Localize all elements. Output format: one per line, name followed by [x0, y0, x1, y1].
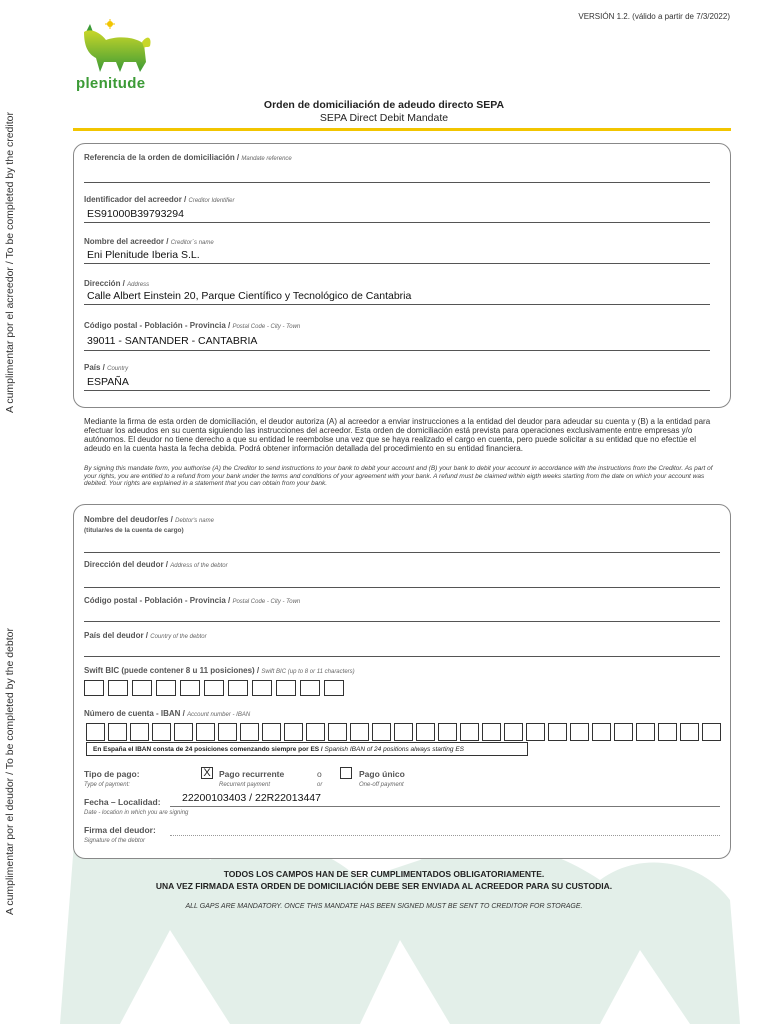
- swift-cell[interactable]: [252, 680, 272, 696]
- mandate-text-es: Mediante la firma de esta orden de domiciliación, el deudor autoriza (A) al acreedor a enviar instrucciones a la entidad del deudor para adeudar su cuenta y (B) a la entidad para efectuar los adeudos en su cuenta siguiendo las instrucciones del acreedor. Esta orden de domiciliación está prevista para operaciones exclusivamente entre empresas y/o autónomos. El deudor no tiene derecho a que su entidad le reembolse una vez que se haya realizado el cargo en cuenta, pero puede solicitar a su entidad que no efectúe el adeudo en la cuenta hasta la fecha debida. Podrá obtener información detallada del procedimiento en su entidad financiera.: [84, 417, 711, 453]
- iban-cell[interactable]: [152, 723, 171, 741]
- debtor-country-label: País del deudor / Country of the debtor: [84, 631, 207, 640]
- oneoff-payment-label-en: One-off payment: [359, 782, 404, 788]
- reference-label: Referencia de la orden de domiciliación / Mandate reference: [84, 153, 292, 162]
- iban-cell[interactable]: [394, 723, 413, 741]
- swift-bic-cells[interactable]: [84, 680, 348, 696]
- creditor-country-underline: [84, 390, 710, 391]
- iban-cell[interactable]: [702, 723, 721, 741]
- date-location-label: Fecha – Localidad:: [84, 797, 161, 807]
- iban-cell[interactable]: [526, 723, 545, 741]
- iban-cell[interactable]: [108, 723, 127, 741]
- iban-cell[interactable]: [328, 723, 347, 741]
- iban-cell[interactable]: [614, 723, 633, 741]
- swift-cell[interactable]: [276, 680, 296, 696]
- debtor-postal-field[interactable]: [84, 621, 720, 622]
- iban-cell[interactable]: [460, 723, 479, 741]
- reference-underline: [84, 182, 710, 183]
- payment-type-label: Tipo de pago:: [84, 769, 140, 779]
- swift-cell[interactable]: [204, 680, 224, 696]
- debtor-postal-label: Código postal - Población - Provincia / Postal Code - City - Town: [84, 596, 301, 605]
- creditor-postal-label: Código postal - Población - Provincia / Postal Code - City - Town: [84, 321, 301, 330]
- iban-cell[interactable]: [548, 723, 567, 741]
- creditor-country-label: País / Country: [84, 363, 129, 372]
- creditor-country-field[interactable]: ESPAÑA: [87, 376, 129, 388]
- creditor-postal-field[interactable]: 39011 - SANTANDER - CANTABRIA: [87, 335, 258, 347]
- creditor-address-underline: [84, 304, 710, 305]
- debtor-country-field[interactable]: [84, 656, 720, 657]
- iban-cell[interactable]: [306, 723, 325, 741]
- signature-field[interactable]: [170, 835, 720, 836]
- logo-text: plenitude: [76, 75, 146, 92]
- checkbox-checked-icon[interactable]: X: [201, 767, 213, 779]
- page-subtitle: SEPA Direct Debit Mandate: [319, 112, 449, 124]
- iban-cell[interactable]: [636, 723, 655, 741]
- iban-label: Número de cuenta - IBAN / Account number - IBAN: [84, 709, 251, 718]
- iban-cell[interactable]: [416, 723, 435, 741]
- side-label-debtor: A cumplimentar por el deudor / To be completed by the debtor: [4, 628, 16, 915]
- payment-type-label-en: Type of payment:: [84, 782, 130, 788]
- oneoff-payment-label: Pago único: [359, 769, 405, 779]
- debtor-address-field[interactable]: [84, 587, 720, 588]
- creditor-postal-underline: [84, 350, 710, 351]
- iban-cell[interactable]: [240, 723, 259, 741]
- swift-cell[interactable]: [84, 680, 104, 696]
- debtor-name-label: Nombre del deudor/es / Debtor's name: [84, 515, 214, 524]
- iban-cell[interactable]: [372, 723, 391, 741]
- creditor-name-underline: [84, 263, 710, 264]
- date-location-underline: [170, 806, 720, 807]
- creditor-address-field[interactable]: Calle Albert Einstein 20, Parque Científico y Tecnológico de Cantabria: [87, 290, 412, 302]
- iban-cell[interactable]: [592, 723, 611, 741]
- swift-cell[interactable]: [180, 680, 200, 696]
- recurrent-payment-label-en: Recurrent payment: [219, 782, 271, 788]
- iban-cell[interactable]: [438, 723, 457, 741]
- iban-cells[interactable]: [86, 723, 724, 741]
- creditor-name-label: Nombre del acreedor / Creditor´s name: [84, 237, 214, 246]
- iban-cell[interactable]: [658, 723, 677, 741]
- iban-cell[interactable]: [350, 723, 369, 741]
- mandate-text-en: By signing this mandate form, you authorise (A) the Creditor to send instructions to your bank to debit your account and (B) your bank to debit your account in accordance with the instructions from the Creditor. As part of your rights, you are entitled to a refund from your bank under the terms and conditions of your agreement with your bank. A refund must be claimed within eigth weeks starting from the date on which your account was debited. Your rights are explained in a statement that you can obtain from your bank.: [84, 465, 713, 487]
- iban-cell[interactable]: [196, 723, 215, 741]
- footer-line-2: UNA VEZ FIRMADA ESTA ORDEN DE DOMICILIACIÓN DEBE SER ENVIADA AL ACREEDOR PARA SU CUSTODIA.: [155, 881, 613, 891]
- iban-cell[interactable]: [262, 723, 281, 741]
- creditor-name-field[interactable]: Eni Plenitude Iberia S.L.: [87, 249, 200, 261]
- debtor-address-label: Dirección del deudor / Address of the debtor: [84, 560, 228, 569]
- signature-label-en: Signature of the debtor: [84, 838, 146, 844]
- signature-label: Firma del deudor:: [84, 825, 156, 835]
- iban-cell[interactable]: [680, 723, 699, 741]
- debtor-name-sublabel: (titular/es de la cuenta de cargo): [84, 527, 184, 534]
- version-text: VERSIÓN 1.2. (válido a partir de 7/3/2022): [578, 12, 730, 21]
- iban-cell[interactable]: [504, 723, 523, 741]
- side-label-creditor: A cumplimentar por el acreedor / To be completed by the creditor: [4, 112, 16, 413]
- checkbox-empty-icon[interactable]: [340, 767, 352, 779]
- iban-cell[interactable]: [174, 723, 193, 741]
- iban-cell[interactable]: [482, 723, 501, 741]
- swift-cell[interactable]: [156, 680, 176, 696]
- date-location-label-en: Date - location in which you are signing: [84, 810, 189, 816]
- iban-cell[interactable]: [284, 723, 303, 741]
- creditor-identifier-label: Identificador del acreedor / Creditor Identifier: [84, 195, 235, 204]
- or-label: o: [317, 769, 322, 779]
- recurrent-payment-label: Pago recurrente: [219, 769, 285, 779]
- page-title: Orden de domiciliación de adeudo directo SEPA: [263, 99, 505, 111]
- swift-cell[interactable]: [300, 680, 320, 696]
- iban-cell[interactable]: [218, 723, 237, 741]
- debtor-name-field[interactable]: [84, 552, 720, 553]
- creditor-identifier-underline: [84, 222, 710, 223]
- iban-note: En España el IBAN consta de 24 posiciones comenzando siempre por ES / Spanish IBAN of 24 positions always starting ES: [86, 742, 528, 756]
- swift-label: Swift BIC (puede contener 8 u 11 posiciones) / Swift BIC (up to 8 or 11 characters): [84, 666, 355, 675]
- footer-line-3: ALL GAPS ARE MANDATORY. ONCE THIS MANDATE HAS BEEN SIGNED MUST BE SENT TO CREDITOR FOR STORAGE.: [185, 903, 583, 910]
- swift-cell[interactable]: [132, 680, 152, 696]
- or-label-en: or: [317, 782, 323, 788]
- iban-cell[interactable]: [86, 723, 105, 741]
- creditor-identifier-field[interactable]: ES91000B39793294: [87, 208, 184, 220]
- swift-cell[interactable]: [228, 680, 248, 696]
- header-divider: [73, 128, 731, 131]
- footer-line-1: TODOS LOS CAMPOS HAN DE SER CUMPLIMENTADOS OBLIGATORIAMENTE.: [223, 869, 545, 879]
- iban-cell[interactable]: [130, 723, 149, 741]
- date-location-field[interactable]: 22200103403 / 22R22013447: [182, 792, 321, 804]
- iban-cell[interactable]: [570, 723, 589, 741]
- creditor-address-label: Dirección / Address: [84, 279, 150, 288]
- swift-cell[interactable]: [324, 680, 344, 696]
- swift-cell[interactable]: [108, 680, 128, 696]
